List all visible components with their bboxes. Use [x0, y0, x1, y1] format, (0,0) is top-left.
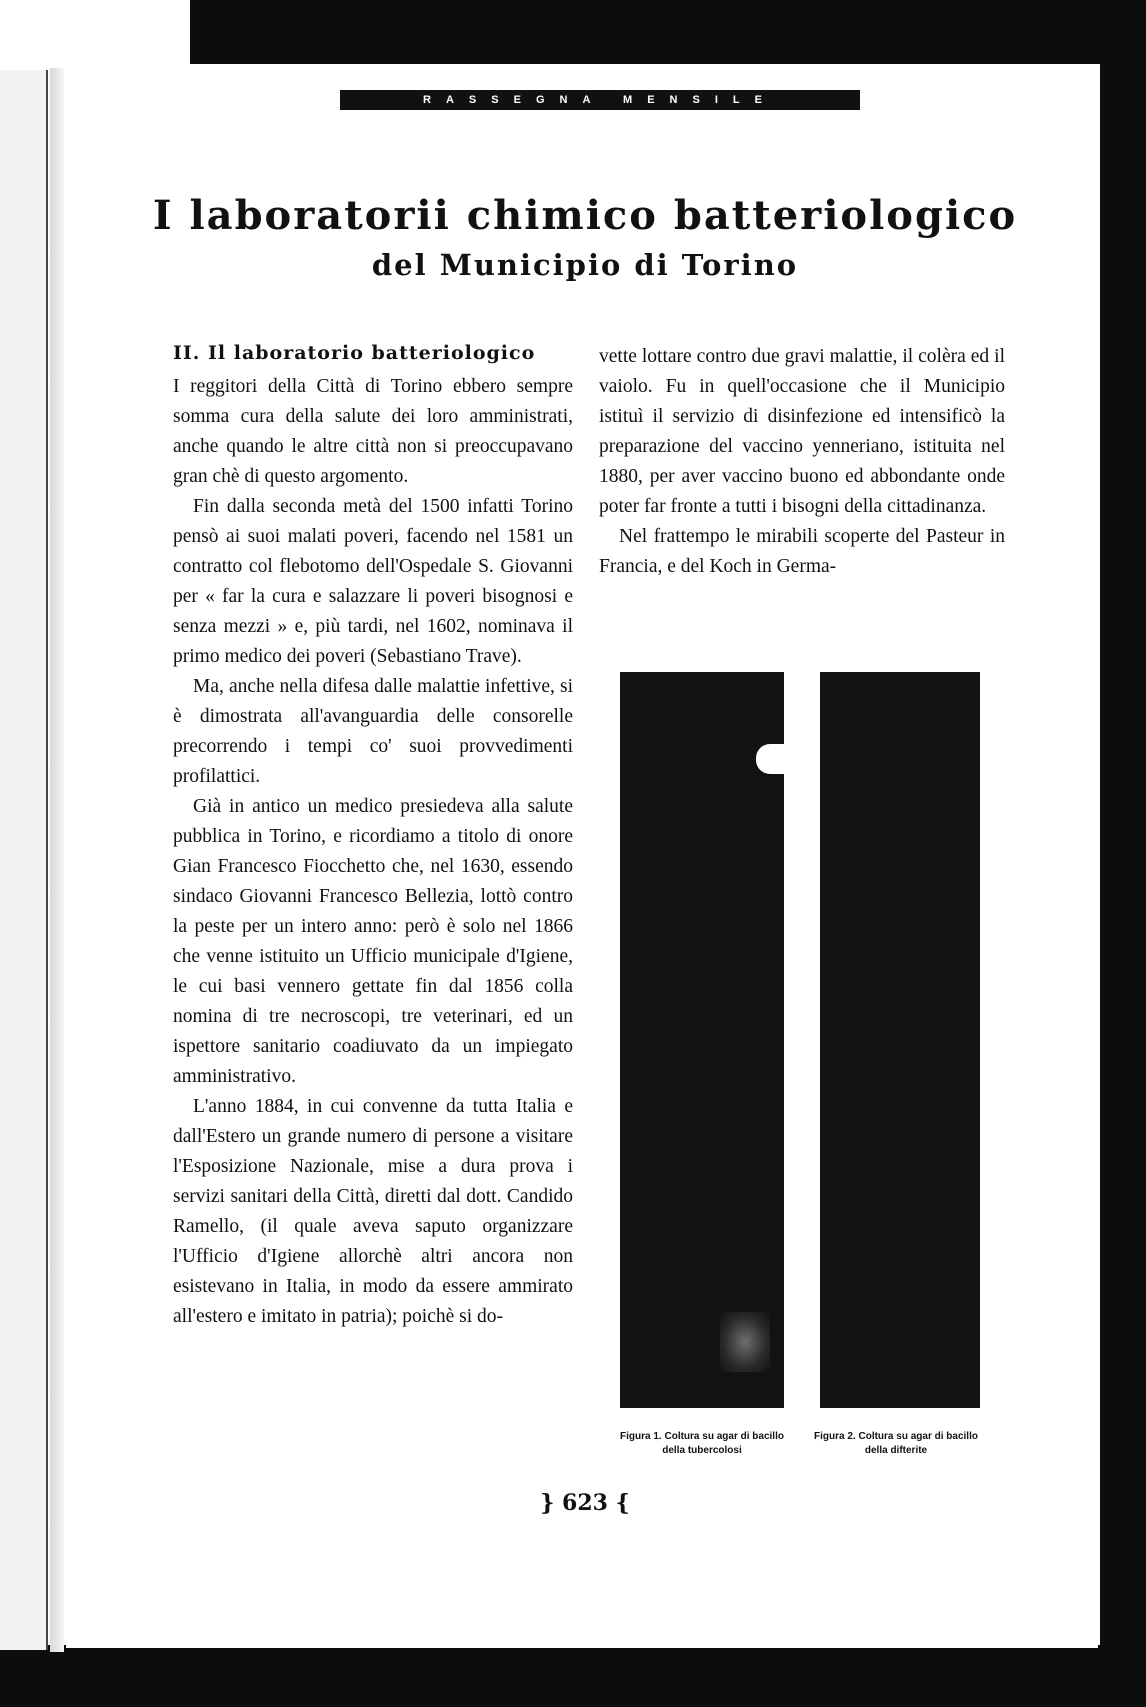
section-heading: II. Il laboratorio batteriologico — [173, 342, 536, 364]
scan-border-right — [1100, 0, 1146, 1707]
paragraph: L'anno 1884, in cui convenne da tutta Italia e dall'Estero un grande numero di persone a visitare l'Esposizione Nazionale, mise a dura prova i servizi sanitari della Città, diretti dal dott. Candido Ramello, (il quale aveva saputo organizzare l'Ufficio d'Igiene allorchè altri ancora non esistevano in Italia, in modo da essere ammirato all'estero e imitato in patria); poichè si do- — [173, 1096, 573, 1327]
paragraph: Già in antico un medico presiedeva alla salute pubblica in Torino, e ricordiamo a titolo di onore Gian Francesco Fiocchetto che, nel 1630, essendo sindaco Giovanni Francesco Bellezia, lottò contro la peste per un intero anno: però è solo nel 1866 che venne istituito un Ufficio municipale d'Igiene, le cui basi vennero gettate fin dal 1856 colla nomina di tre necroscopi, tre veterinari, ed un ispettore sanitario coadiuvato da un impiegato amministrativo. — [173, 796, 573, 1087]
scan-border-bottom — [0, 1645, 1146, 1707]
figure-1-culture-tube-image — [620, 672, 784, 1408]
article-title: I laboratorii chimico batteriologico — [152, 192, 1018, 239]
folio-bracket-right: { — [615, 1490, 630, 1516]
figure-2-caption: Figura 2. Coltura su agar di bacillo della difterite — [814, 1431, 978, 1456]
paragraph: vette lottare contro due gravi malattie, il colèra ed il vaiolo. Fu in quell'occasione che il Municipio istituì il servizio di disinfezione ed intensificò la preparazione del vaccino yenneriano, istituita nel 1880, per aver vaccino buono ed abbondante onde poter far fronte a tutti i bisogni della cittadinanza. — [599, 346, 1005, 517]
page-number-text: 623 — [562, 1490, 608, 1516]
page-number — [520, 1490, 650, 1516]
paragraph: I reggitori della Città di Torino ebbero sempre somma cura della salute dei loro amministrati, anche quando le altre città non si preoccupavano gran chè di questo argomento. — [173, 376, 573, 487]
figure-2-culture-tube-image — [820, 672, 980, 1408]
folio-bracket-left: } — [540, 1490, 555, 1516]
paragraph: Ma, anche nella difesa dalle malattie infettive, si è dimostrata all'avanguardia delle consorelle precorrendo i tempi co' suoi provvedimenti profilattici. — [173, 676, 573, 787]
paragraph: Fin dalla seconda metà del 1500 infatti Torino pensò ai suoi malati poveri, facendo nel 1581 un contratto col flebotomo dell'Ospedale S. Giovanni per « far la cura e salazzare li poveri bisognosi e senza mezzi » e, più tardi, nel 1602, nominava il primo medico dei poveri (Sebastiano Trave). — [173, 496, 573, 667]
running-header-text: RASSEGNA MENSILE — [423, 94, 777, 106]
article-subtitle: del Municipio di Torino — [371, 248, 799, 282]
page-gutter — [50, 68, 64, 1652]
figure-1-caption: Figura 1. Coltura su agar di bacillo della tubercolosi — [620, 1431, 784, 1456]
figure-1-notch — [756, 744, 790, 774]
right-column — [599, 342, 1005, 582]
facing-page-edge — [0, 70, 48, 1650]
figure-1-culture-glow — [720, 1312, 770, 1372]
paragraph: Nel frattempo le mirabili scoperte del Pasteur in Francia, e del Koch in Germa- — [599, 526, 1005, 577]
scan-border-top — [190, 0, 1146, 64]
running-header-banner — [340, 90, 860, 110]
left-column — [173, 338, 573, 1332]
